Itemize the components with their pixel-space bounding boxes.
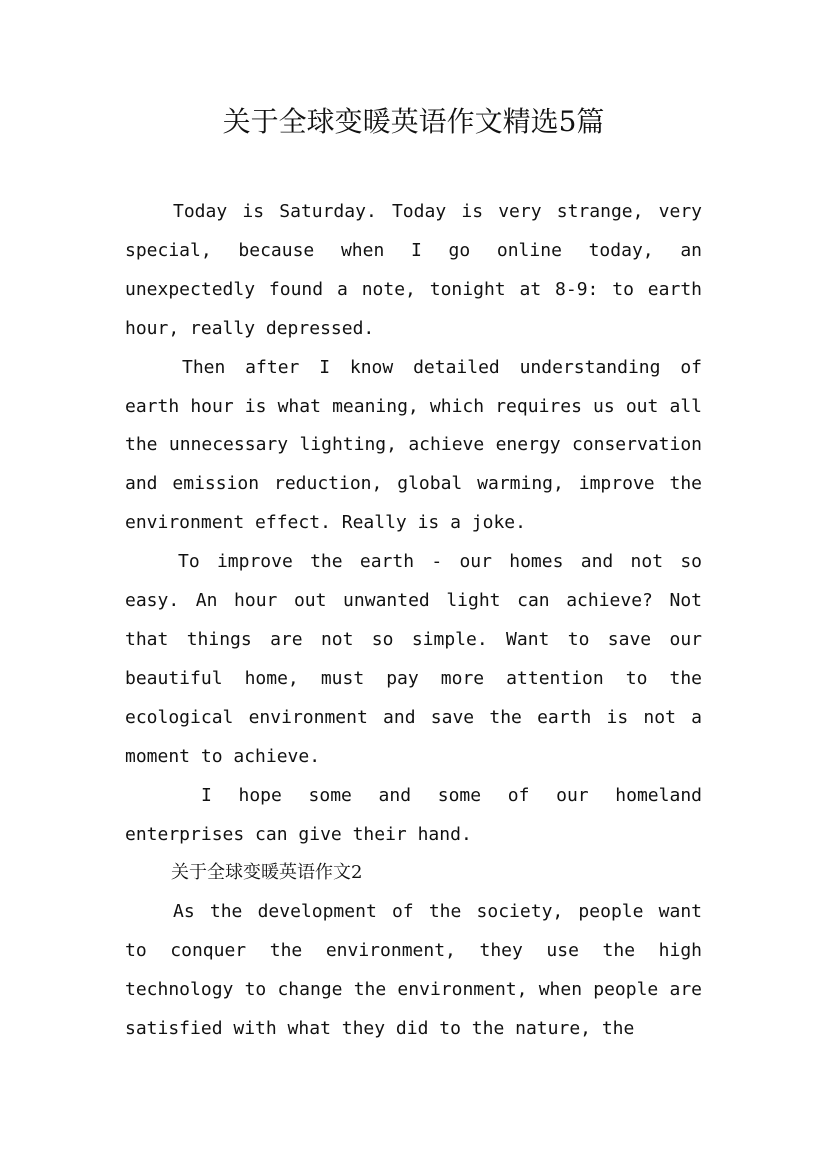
paragraph-4: I hope some and some of our homeland enterprises can give their hand. bbox=[125, 784, 702, 845]
document-body bbox=[125, 193, 702, 1049]
paragraph-1: Today is Saturday. Today is very strange, very special, because when I go online today, an unexpectedly found a note, tonight at 8-9: to earth hour, really depressed. bbox=[125, 201, 702, 339]
paragraph-2: Then after I know detailed understanding of earth hour is what meaning, which requires us out all the unnecessary lighting, achieve energy conservation and emission reduction, global warming, improve the environment effect. Really is a joke. bbox=[125, 356, 702, 534]
paragraph-3: To improve the earth - our homes and not so easy. An hour out unwanted light can achieve? Not that things are not so simple. Want to save our beautiful home, must pay more attention to the ecological environment and save the earth is not a moment to achieve. bbox=[125, 551, 702, 767]
paragraph-5: As the development of the society, people want to conquer the environment, they use the high technology to change the environment, when people are satisfied with what they did to the nature, the bbox=[125, 901, 702, 1040]
document-title: 关于全球变暖英语作文精选5篇 bbox=[222, 105, 605, 138]
section-heading-2: 关于全球变暖英语作文2 bbox=[171, 862, 363, 884]
